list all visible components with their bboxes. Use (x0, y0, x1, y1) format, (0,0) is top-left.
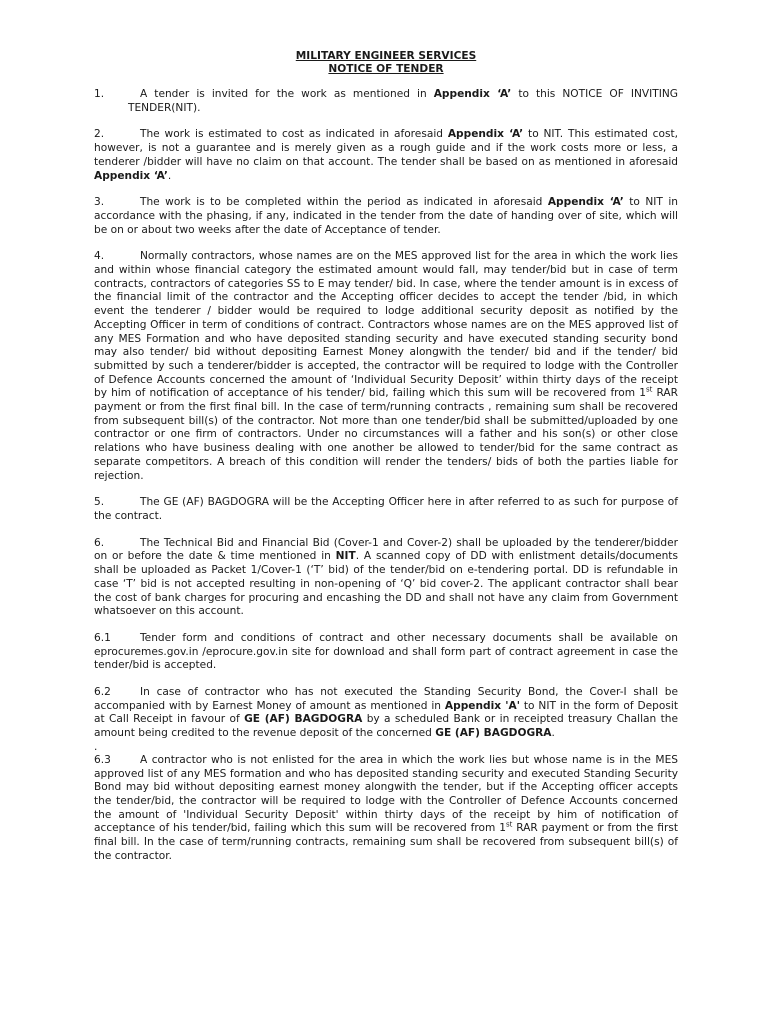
document-page (94, 50, 678, 863)
document-title: MILITARY ENGINEER SERVICES (295, 50, 477, 62)
stray-period: . (94, 740, 98, 753)
paragraph-6: 6. The Technical Bid and Financial Bid (Cover-1 and Cover-2) shall be uploaded by the tenderer/bidder on or before the date & time mentioned in NIT. A scanned copy of DD with enlistment details/documents shall be uploaded as Packet 1/Cover-1 (‘T’ bid) of the tender/bid on e-tendering portal. DD is refundable in case ‘T’ bid is not accepted resulting in non-opening of ‘Q’ bid cover-2. The applicant contractor shall bear the cost of bank charges for procuring and encashing the DD and shall not have any claim from Government whatsoever on this account. (94, 536, 678, 618)
paragraph-2: 2. The work is estimated to cost as indicated in aforesaid Appendix ‘A’ to NIT. This estimated cost, however, is not a guarantee and is merely given as a rough guide and if the work costs more or less, a tenderer /bidder will have no claim on that account. The tender shall be based on as mentioned in aforesaid Appendix ‘A’. (94, 128, 678, 182)
paragraph-6-2: 6.2 In case of contractor who has not executed the Standing Security Bond, the Cover-I shall be accompanied with by Earnest Money of amount as mentioned in Appendix 'A' to NIT in the form of Deposit at Call Receipt in favour of GE (AF) BAGDOGRA by a scheduled Bank or in receipted treasury Challan the amount being credited to the revenue deposit of the concerned GE (AF) BAGDOGRA. (94, 686, 679, 740)
paragraph-5: 5. The GE (AF) BAGDOGRA will be the Accepting Officer here in after referred to as such for purpose of the contract. (94, 496, 678, 522)
paragraph-1: 1. A tender is invited for the work as mentioned in Appendix ‘A’ to this NOTICE OF INVITING TENDER(NIT). (94, 88, 678, 114)
paragraph-4: 4. Normally contractors, whose names are on the MES approved list for the area in which the work lies and within whose financial category the estimated amount would fall, may tender/bid but in case of term contracts, contractors of categories SS to E may tender/ bid. In case, where the tender amount is in excess of the financial limit of the contractor and the Accepting officer decides to accept the tender /bid, in which event the tenderer / bidder would be required to lodge additional security deposit as notified by the Accepting Officer in term of conditions of contract. Contractors whose names are on the MES approved list of any MES Formation and who have deposited standing security and have executed standing security bond may also tender/ bid without depositing Earnest Money alongwith the tender/ bid and if the tender/ bid submitted by such a tenderer/bidder is accepted, the contractor will be required to lodge with the Controller of Defence Accounts concerned the amount of ‘Individual Security Deposit’ within thirty days of the receipt by him of notification of acceptance of his tender/ bid, failing which this sum will be recovered from 1st RAR payment or from the first final bill. In the case of term/running contracts , remaining sum shall be recovered from subsequent bill(s) of the contractor. Not more than one tender/bid shall be submitted/uploaded by one contractor or one firm of contractors. Under no circumstances will a father and his son(s) or other close relations who have business dealing with one another be allowed to tender/bid for the same contract as separate competitors. A breach of this condition will render the tenders/ bids of both the parties liable for rejection. (94, 250, 678, 482)
document-subtitle: NOTICE OF TENDER (328, 63, 444, 75)
paragraph-6-3: 6.3 A contractor who is not enlisted for the area in which the work lies but whose name is in the MES approved list of any MES formation and who has deposited standing security and executed Standing Security Bond may bid without depositing earnest money alongwith the tender, but if the Accepting officer accepts the tender/bid, the contractor will be required to lodge with the Controller of Defence Accounts concerned the amount of 'Individual Security Deposit' within thirty days of the receipt by him of notification of acceptance of his tender/bid, failing which this sum will be recovered from 1st RAR payment or from the first final bill. In the case of term/running contracts, remaining sum shall be recovered from subsequent bill(s) of the contractor. (94, 753, 678, 862)
paragraph-6-1: 6.1 Tender form and conditions of contract and other necessary documents shall be available on eprocuremes.gov.in /eprocure.gov.in site for download and shall form part of contract agreement in case the tender/bid is accepted. (94, 631, 678, 672)
paragraph-3: 3. The work is to be completed within the period as indicated in aforesaid Appendix ‘A’ to NIT in accordance with the phasing, if any, indicated in the tender from the date of handing over of site, which will be on or about two weeks after the date of Acceptance of tender. (94, 196, 678, 236)
